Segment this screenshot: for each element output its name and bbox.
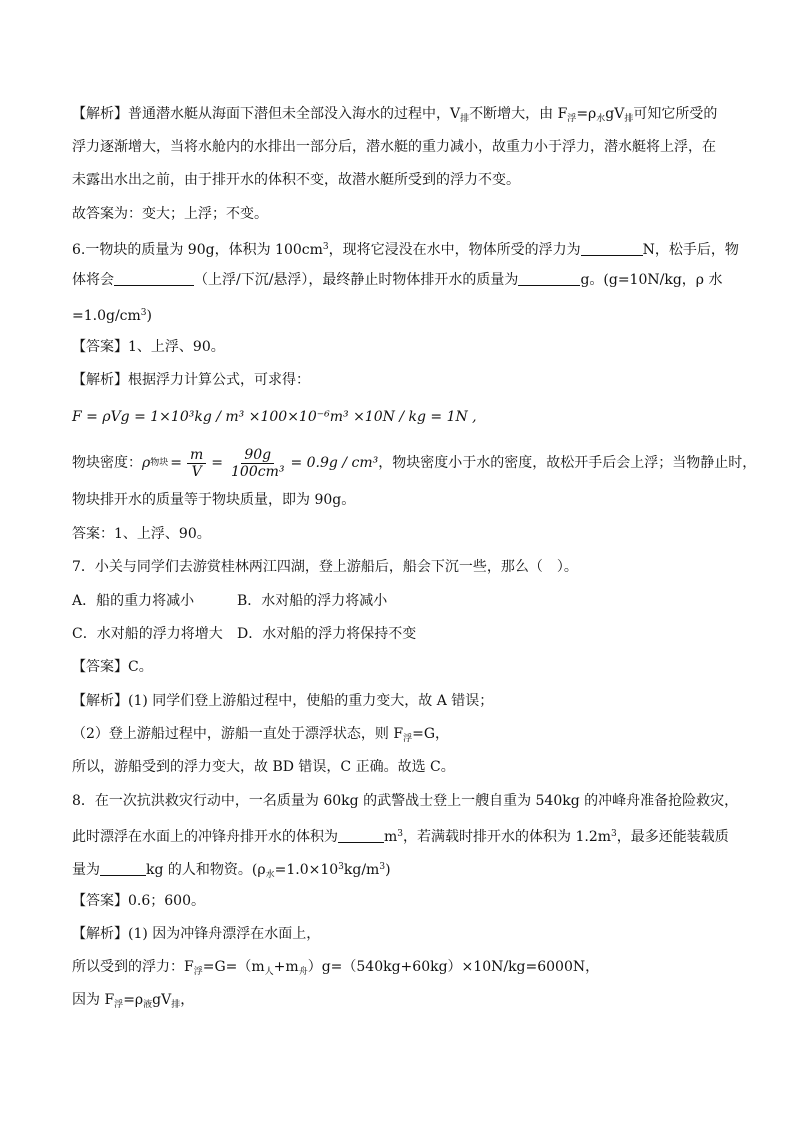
text-run: kg 的人和物资。(ρ — [146, 862, 266, 878]
answer-blank[interactable] — [581, 241, 643, 256]
answer-blank[interactable] — [100, 861, 146, 876]
q5-analysis-line3: 未露出水出之前，由于排开水的体积不变，故潜水艇所受到的浮力不变。 — [72, 172, 520, 188]
text-run: ， — [180, 992, 195, 1008]
q6-density-line — [72, 444, 756, 482]
subscript: 水 — [596, 114, 606, 124]
denominator: 100cm³ — [231, 463, 285, 480]
subscript: 浮 — [114, 1000, 124, 1010]
text-run: （2）登上游船过程中，游船一直处于漂浮状态，则 F — [72, 726, 404, 742]
superscript: 3 — [322, 242, 329, 252]
q7-answer: 【答案】C。 — [72, 659, 153, 675]
text-run: 此时漂浮在水面上的冲锋舟排开水的体积为 — [72, 829, 338, 845]
fraction-m-over-v — [187, 447, 206, 480]
q6-stem-line3 — [72, 303, 152, 326]
q7-analysis-line2 — [72, 724, 449, 749]
text-run: g。(g=10N/kg，ρ 水 — [580, 272, 723, 288]
text-run: 【解析】普通潜水艇从海面下潜但未全部没入海水的过程中，V — [72, 106, 461, 122]
numerator: 90g — [241, 447, 274, 464]
q5-answer-line: 故答案为：变大；上浮；不变。 — [72, 206, 268, 222]
subscript: 液 — [143, 1000, 153, 1010]
text-run: 体将会 — [72, 272, 114, 288]
text-run: ) — [385, 862, 391, 878]
q8-stem-line2 — [72, 824, 729, 847]
fraction-values — [228, 447, 287, 480]
denominator: V — [191, 463, 202, 480]
q6-answer: 【答案】1、上浮、90。 — [72, 339, 225, 355]
text-run: 6.一物块的质量为 90g，体积为 100cm — [72, 242, 323, 258]
text-run: 不断增大，由 F — [469, 106, 568, 122]
text-run: =G， — [412, 726, 450, 742]
q6-final-answer: 答案：1、上浮、90。 — [72, 526, 211, 542]
text-run: =G=（m — [202, 959, 265, 975]
text-run: 物块密度： — [72, 455, 142, 471]
text-run: gV — [152, 992, 172, 1008]
text-run: ) — [146, 308, 152, 324]
text-run: =1.0×10 — [274, 862, 339, 878]
text-run: ，最多还能装载质 — [616, 829, 729, 845]
text-run: gV — [605, 106, 625, 122]
q6-analysis-line5: 物块排开水的质量等于物块质量，即为 90g。 — [72, 492, 356, 508]
text-run: 因为 F — [72, 992, 115, 1008]
equals-sign: = — [211, 455, 223, 471]
density-result: = 0.9g / cm³ — [290, 455, 379, 471]
answer-blank[interactable] — [114, 271, 194, 286]
equals-sign: = — [170, 455, 182, 471]
text-run: N，松手后，物 — [642, 242, 739, 258]
text-run: ）g=（540kg+60kg）×10N/kg=6000N， — [307, 959, 600, 975]
option-b: B．水对船的浮力将减小 — [237, 593, 388, 609]
subscript: 浮 — [193, 967, 203, 977]
superscript: 3 — [338, 862, 344, 872]
q6-stem-line2 — [72, 270, 722, 290]
subscript: 舟 — [298, 967, 308, 977]
option-a: A．船的重力将减小 — [72, 593, 195, 609]
subscript: 浮 — [403, 734, 413, 744]
subscript: 物块 — [150, 458, 169, 468]
subscript: 排 — [460, 114, 470, 124]
text-run: 可知它所受的 — [633, 106, 718, 122]
subscript: 排 — [171, 1000, 181, 1010]
text-run: （上浮/下沉/悬浮），最终静止时物体排开水的质量为 — [194, 272, 519, 288]
q8-analysis-line1: 【解析】(1) 因为冲锋舟漂浮在水面上， — [72, 926, 321, 942]
text-run: 所以受到的浮力：F — [72, 959, 194, 975]
subscript: 人 — [264, 967, 274, 977]
q6-stem-line1 — [72, 237, 739, 260]
text-run: kg/m — [343, 862, 380, 878]
q7-analysis-line1: 【解析】(1) 同学们登上游船过程中，使船的重力变大，故 A 错误； — [72, 693, 494, 709]
q6-analysis-title: 【解析】根据浮力计算公式，可求得： — [72, 372, 310, 388]
text-run: =ρ — [576, 106, 597, 122]
subscript: 浮 — [567, 114, 577, 124]
text-run: =1.0g/cm — [72, 308, 141, 324]
q8-stem-line3 — [72, 857, 391, 885]
q7-options-row1 — [72, 591, 387, 611]
text-run: ，现将它浸没在水中，物体所受的浮力为 — [328, 242, 581, 258]
superscript: 3 — [140, 308, 147, 318]
superscript: 3 — [397, 829, 404, 839]
q8-analysis-line3 — [72, 990, 194, 1015]
text-run: ，若满载时排开水的体积为 1.2m — [403, 829, 612, 845]
text-run: 量为 — [72, 862, 100, 878]
q8-analysis-line2 — [72, 957, 599, 982]
option-c: C．水对船的浮力将增大 — [72, 626, 223, 642]
numerator: m — [187, 447, 206, 464]
subscript: 排 — [624, 114, 634, 124]
rho-symbol: ρ — [142, 455, 151, 471]
answer-blank[interactable] — [338, 828, 384, 843]
superscript: 3 — [379, 862, 386, 872]
q7-analysis-line3: 所以，游船受到的浮力变大，故 BD 错误，C 正确。故选 C。 — [72, 759, 455, 775]
text-run: +m — [273, 959, 299, 975]
text-run: =ρ — [123, 992, 144, 1008]
text-run: ，物块密度小于水的密度，故松开手后会上浮；当物静止时， — [378, 455, 757, 471]
q5-analysis-line1 — [72, 104, 717, 129]
q6-formula: F = ρVg = 1×10³kg / m³ ×100×10⁻⁶m³ ×10N / kg = 1N , — [72, 409, 477, 425]
answer-blank[interactable] — [518, 271, 580, 286]
option-d: D．水对船的浮力将保持不变 — [237, 626, 417, 642]
q5-analysis-line2: 浮力逐渐增大，当将水舱内的水排出一部分后，潜水艇的重力减小，故重力小于浮力，潜水艇将上浮，在 — [72, 139, 716, 155]
q7-options-row2 — [72, 624, 416, 644]
q8-stem-line1: 8．在一次抗洪救灾行动中，一名质量为 60kg 的武警战士登上一艘自重为 540kg 的冲峰舟准备抢险救灾， — [72, 793, 739, 809]
text-run: m — [384, 829, 398, 845]
q7-stem: 7．小关与同学们去游赏桂林两江四湖，登上游船后，船会下沉一些，那么（ ）。 — [72, 559, 578, 575]
q8-answer: 【答案】0.6；600。 — [72, 893, 205, 909]
subscript: 水 — [265, 870, 275, 880]
superscript: 3 — [611, 829, 617, 839]
